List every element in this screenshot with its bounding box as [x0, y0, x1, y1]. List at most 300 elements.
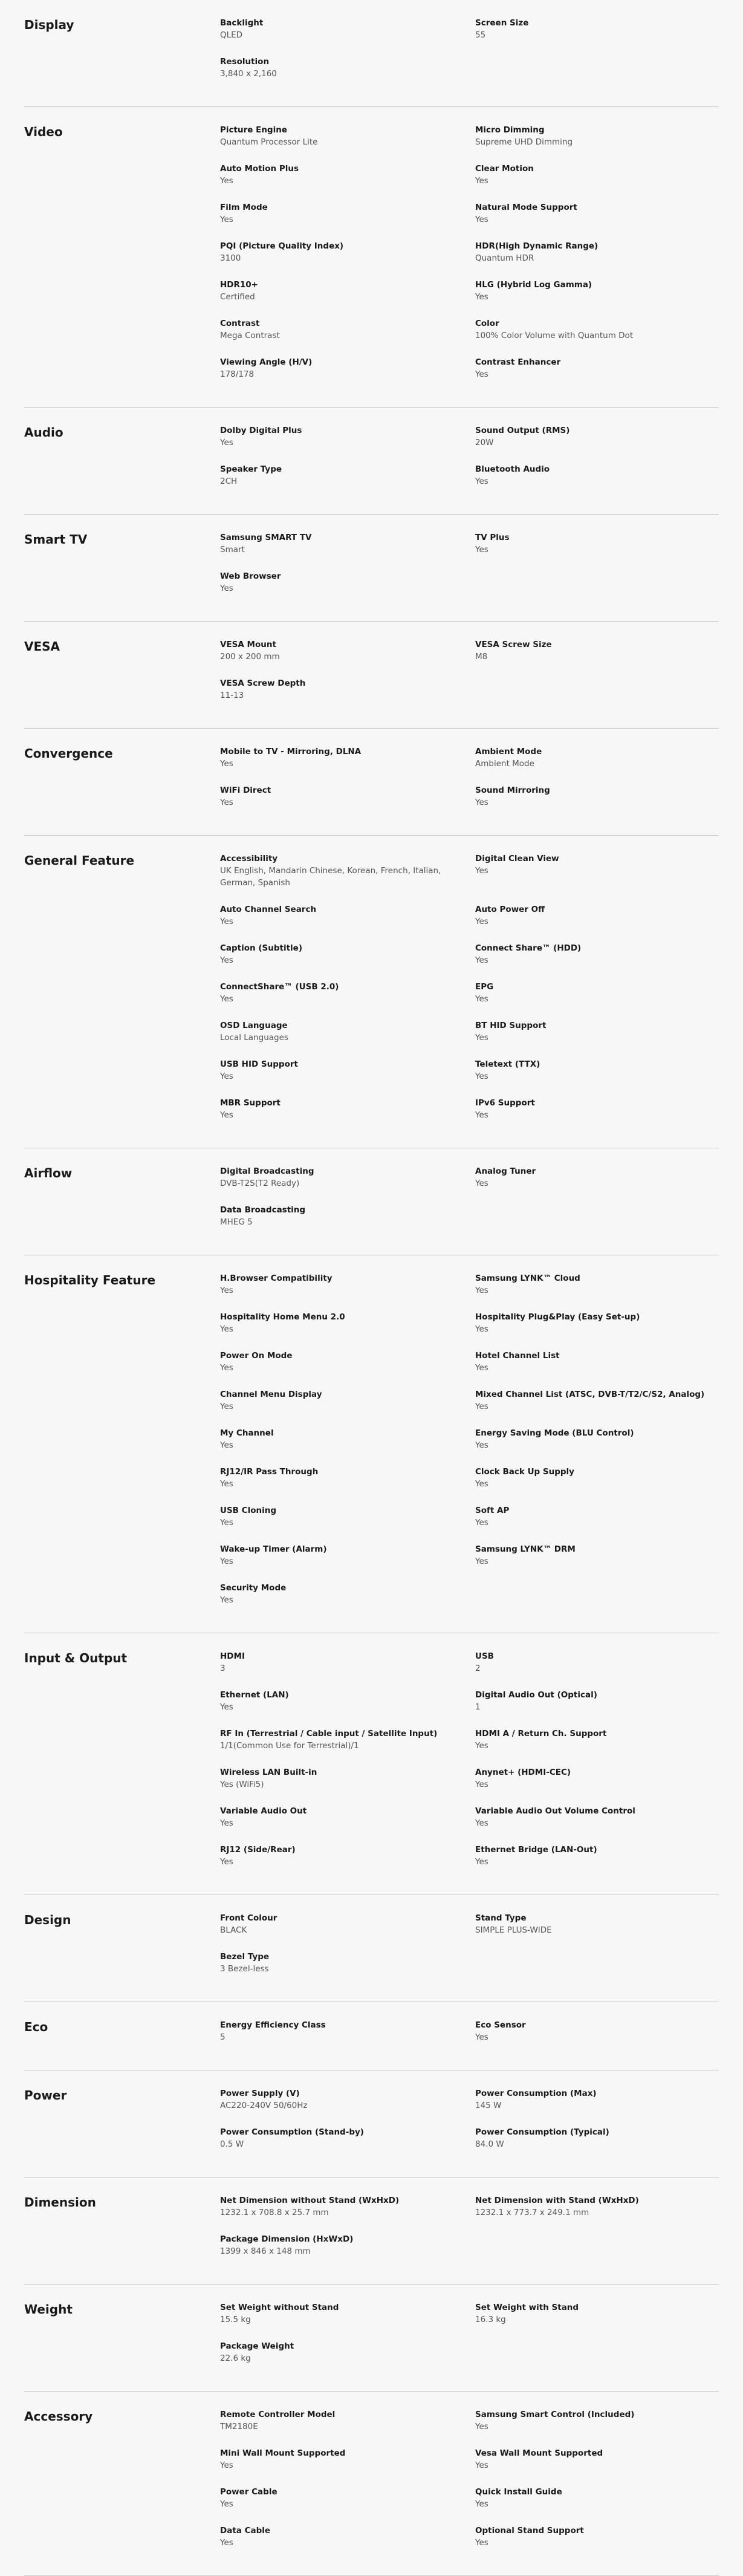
spec-label: OSD Language	[220, 1021, 288, 1030]
spec-grid	[220, 2301, 719, 2379]
spec-item	[475, 124, 719, 163]
spec-item	[220, 463, 475, 502]
spec-label: Accessibility	[220, 854, 278, 864]
spec-value: Yes	[475, 545, 488, 555]
spec-value: Yes	[475, 1072, 488, 1081]
spec-label: Anynet+ (HDMI-CEC)	[475, 1768, 571, 1777]
spec-value: Yes	[220, 1363, 233, 1373]
spec-label: Samsung LYNK™ Cloud	[475, 1273, 580, 1283]
spec-value: Yes	[475, 2422, 488, 2431]
spec-label: Variable Audio Out Volume Control	[475, 1806, 635, 1816]
spec-value: 20W	[475, 438, 494, 447]
spec-label: Samsung SMART TV	[220, 533, 312, 542]
spec-item	[475, 1844, 719, 1882]
spec-item	[475, 1504, 719, 1543]
spec-item	[220, 1272, 475, 1311]
spec-section	[24, 0, 719, 107]
spec-item	[220, 1951, 475, 1989]
spec-label: Power On Mode	[220, 1351, 293, 1361]
spec-item	[475, 163, 719, 201]
spec-value: Yes	[220, 1556, 233, 1566]
spec-item	[220, 2194, 475, 2233]
spec-label: Vesa Wall Mount Supported	[475, 2448, 603, 2458]
spec-value: Yes	[475, 1556, 488, 1566]
spec-item	[475, 784, 719, 823]
spec-label: Package Weight	[220, 2341, 294, 2351]
spec-section	[24, 729, 719, 836]
spec-grid	[220, 746, 719, 823]
spec-value: Yes	[475, 2461, 488, 2470]
spec-value: Yes	[475, 1033, 488, 1042]
spec-label: Speaker Type	[220, 464, 282, 474]
spec-item	[220, 1689, 475, 1728]
spec-label: USB Cloning	[220, 1506, 276, 1515]
spec-label: Quick Install Guide	[475, 2487, 562, 2497]
spec-label: My Channel	[220, 1428, 274, 1438]
spec-item	[475, 1650, 719, 1689]
spec-grid	[220, 532, 719, 609]
spec-value: 5	[220, 2032, 225, 2042]
spec-item	[475, 1350, 719, 1388]
spec-item	[220, 124, 475, 163]
spec-item	[475, 1466, 719, 1504]
spec-label: Dolby Digital Plus	[220, 426, 302, 435]
spec-grid	[220, 1912, 719, 1989]
spec-label: MBR Support	[220, 1098, 281, 1108]
spec-value: Yes	[475, 1818, 488, 1828]
spec-item	[220, 1097, 475, 1136]
spec-label: Set Weight without Stand	[220, 2303, 339, 2312]
spec-label: Bluetooth Audio	[475, 464, 550, 474]
spec-value: Yes	[475, 1857, 488, 1867]
section-title: Audio	[24, 425, 63, 440]
spec-label: Samsung LYNK™ DRM	[475, 1544, 576, 1554]
spec-item	[475, 2126, 719, 2165]
spec-label: HLG (Hybrid Log Gamma)	[475, 280, 592, 290]
spec-value: Yes	[475, 1286, 488, 1295]
spec-label: Contrast Enhancer	[475, 357, 561, 367]
spec-label: Data Cable	[220, 2526, 271, 2535]
spec-item	[475, 2486, 719, 2525]
spec-value: Yes	[220, 2461, 233, 2470]
spec-grid	[220, 2087, 719, 2165]
spec-item	[475, 1543, 719, 1582]
spec-value: Yes	[475, 866, 488, 876]
spec-item	[220, 1582, 475, 1621]
spec-section	[24, 1895, 719, 2002]
spec-item	[220, 2087, 475, 2126]
spec-label: Eco Sensor	[475, 2020, 526, 2030]
spec-label: Viewing Angle (H/V)	[220, 357, 313, 367]
spec-item	[220, 2486, 475, 2525]
spec-item	[220, 981, 475, 1020]
spec-label: Ambient Mode	[475, 747, 542, 756]
spec-value: 11-13	[220, 691, 244, 700]
spec-label: Package Dimension (HxWxD)	[220, 2234, 354, 2244]
spec-label: Connect Share™ (HDD)	[475, 943, 582, 953]
spec-label: Net Dimension without Stand (WxHxD)	[220, 2196, 400, 2205]
spec-label: Variable Audio Out	[220, 1806, 307, 1816]
spec-item	[220, 639, 475, 677]
spec-item	[475, 240, 719, 279]
spec-label: Mini Wall Mount Supported	[220, 2448, 346, 2458]
spec-item	[220, 784, 475, 823]
spec-grid	[220, 1165, 719, 1243]
spec-label: Samsung Smart Control (Included)	[475, 2410, 635, 2419]
spec-label: Resolution	[220, 57, 270, 67]
spec-label: Clock Back Up Supply	[475, 1467, 574, 1477]
spec-item	[475, 1165, 719, 1204]
spec-value: Yes	[220, 176, 233, 186]
spec-item	[475, 1912, 719, 1951]
section-title: Convergence	[24, 746, 113, 761]
spec-label: Color	[475, 319, 499, 328]
spec-item	[220, 1388, 475, 1427]
spec-item	[220, 2301, 475, 2340]
spec-item	[220, 56, 475, 94]
spec-label: Web Browser	[220, 571, 281, 581]
spec-label: HDMI A / Return Ch. Support	[475, 1729, 607, 1738]
spec-section	[24, 107, 719, 408]
spec-section	[24, 1255, 719, 1633]
spec-label: Hospitality Home Menu 2.0	[220, 1312, 345, 1322]
spec-value: SIMPLE PLUS-WIDE	[475, 1925, 552, 1935]
spec-item	[220, 424, 475, 463]
spec-value: 16.3 kg	[475, 2315, 506, 2324]
spec-value: Yes	[475, 1518, 488, 1527]
spec-value: 3100	[220, 253, 241, 263]
spec-label: VESA Screw Size	[475, 640, 552, 649]
spec-value: Yes	[220, 1110, 233, 1120]
spec-item	[220, 2525, 475, 2563]
spec-item	[220, 317, 475, 356]
spec-label: Digital Audio Out (Optical)	[475, 1690, 597, 1700]
spec-value: Yes	[475, 1780, 488, 1789]
spec-grid	[220, 1650, 719, 1882]
spec-value: Yes	[220, 1402, 233, 1411]
spec-value: 1	[475, 1702, 481, 1712]
spec-value: Yes	[475, 1479, 488, 1489]
spec-value: 15.5 kg	[220, 2315, 251, 2324]
section-title: Eco	[24, 2020, 48, 2034]
spec-item	[220, 1650, 475, 1689]
spec-item	[475, 2525, 719, 2563]
spec-item	[475, 981, 719, 1020]
spec-section	[24, 515, 719, 622]
spec-value: Yes	[475, 1324, 488, 1334]
section-title: Weight	[24, 2302, 73, 2317]
spec-item	[220, 163, 475, 201]
section-title: Display	[24, 18, 74, 32]
spec-item	[220, 2233, 475, 2272]
spec-value: Yes	[220, 1479, 233, 1489]
spec-label: Hospitality Plug&Play (Easy Set-up)	[475, 1312, 640, 1322]
spec-item	[220, 1427, 475, 1466]
spec-section	[24, 2285, 719, 2392]
spec-value: Yes	[220, 584, 233, 593]
spec-label: Digital Broadcasting	[220, 1166, 314, 1176]
spec-value: 100% Color Volume with Quantum Dot	[475, 331, 634, 340]
spec-item	[475, 1427, 719, 1466]
spec-label: Auto Power Off	[475, 905, 545, 914]
spec-item	[475, 942, 719, 981]
spec-label: RJ12/IR Pass Through	[220, 1467, 319, 1477]
spec-value: Yes	[475, 994, 488, 1004]
spec-item	[220, 1543, 475, 1582]
spec-item	[220, 677, 475, 716]
spec-label: VESA Mount	[220, 640, 276, 649]
spec-value: Yes	[475, 1110, 488, 1120]
spec-item	[220, 1766, 475, 1805]
spec-value: Yes	[475, 798, 488, 807]
spec-label: IPv6 Support	[475, 1098, 535, 1108]
spec-value: 1232.1 x 773.7 x 249.1 mm	[475, 2208, 589, 2217]
spec-item	[220, 1020, 475, 1058]
spec-label: Film Mode	[220, 203, 268, 212]
spec-item	[475, 1805, 719, 1844]
spec-grid	[220, 2019, 719, 2058]
spec-value: Local Languages	[220, 1033, 288, 1042]
spec-value: Yes	[475, 1363, 488, 1373]
spec-item	[220, 2408, 475, 2447]
spec-label: Wake-up Timer (Alarm)	[220, 1544, 327, 1554]
spec-label: Analog Tuner	[475, 1166, 536, 1176]
spec-value: UK English, Mandarin Chinese, Korean, French, Italian, German, Spanish	[220, 866, 441, 888]
spec-value: Certified	[220, 292, 255, 302]
spec-item	[220, 2019, 475, 2058]
spec-label: Stand Type	[475, 1913, 527, 1923]
spec-label: VESA Screw Depth	[220, 678, 306, 688]
spec-label: Bezel Type	[220, 1952, 270, 1962]
spec-item	[475, 2087, 719, 2126]
spec-item	[220, 570, 475, 609]
spec-item	[475, 2447, 719, 2486]
spec-section	[24, 2178, 719, 2285]
spec-value: Yes	[475, 1440, 488, 1450]
spec-item	[220, 746, 475, 784]
spec-value: Yes	[220, 1324, 233, 1334]
spec-label: Micro Dimming	[475, 125, 545, 135]
spec-item	[220, 1058, 475, 1097]
section-title: Design	[24, 1913, 71, 1927]
spec-label: Teletext (TTX)	[475, 1059, 540, 1069]
spec-item	[220, 1844, 475, 1882]
spec-item	[220, 532, 475, 570]
spec-value: 2	[475, 1664, 481, 1673]
spec-label: Power Consumption (Typical)	[475, 2127, 609, 2137]
section-title: Video	[24, 125, 63, 139]
spec-value: Yes	[220, 798, 233, 807]
spec-item	[220, 17, 475, 56]
spec-value: AC220-240V 50/60Hz	[220, 2101, 308, 2110]
spec-value: Yes	[475, 176, 488, 186]
spec-label: RJ12 (Side/Rear)	[220, 1845, 296, 1855]
spec-value: Yes	[475, 2538, 488, 2548]
spec-value: Yes	[220, 759, 233, 769]
spec-value: Yes	[220, 1286, 233, 1295]
spec-value: Yes	[220, 2538, 233, 2548]
spec-item	[475, 317, 719, 356]
spec-value: 200 x 200 mm	[220, 652, 280, 662]
spec-item	[475, 463, 719, 502]
spec-value: Yes	[475, 1741, 488, 1751]
spec-value: 145 W	[475, 2101, 502, 2110]
spec-value: Yes	[475, 2032, 488, 2042]
spec-value: Yes	[220, 215, 233, 224]
spec-value: 3	[220, 1664, 225, 1673]
spec-label: Mobile to TV - Mirroring, DLNA	[220, 747, 362, 756]
spec-label: HDMI	[220, 1651, 245, 1661]
section-title: Accessory	[24, 2409, 93, 2424]
spec-value: M8	[475, 652, 488, 662]
spec-section	[24, 2392, 719, 2576]
spec-value: Yes	[220, 1702, 233, 1712]
spec-label: Security Mode	[220, 1583, 287, 1593]
spec-label: Auto Motion Plus	[220, 164, 299, 174]
spec-label: Power Consumption (Stand-by)	[220, 2127, 364, 2137]
section-title: VESA	[24, 639, 60, 654]
spec-item	[220, 942, 475, 981]
section-title: General Feature	[24, 853, 135, 868]
spec-label: Sound Output (RMS)	[475, 426, 570, 435]
spec-label: HDR10+	[220, 280, 258, 290]
spec-value: Mega Contrast	[220, 331, 280, 340]
spec-value: 22.6 kg	[220, 2353, 251, 2363]
section-title: Input & Output	[24, 1651, 128, 1665]
spec-value: Supreme UHD Dimming	[475, 137, 573, 147]
spec-label: EPG	[475, 982, 494, 992]
spec-label: Contrast	[220, 319, 260, 328]
spec-item	[475, 2301, 719, 2340]
spec-item	[475, 1272, 719, 1311]
spec-item	[220, 903, 475, 942]
spec-item	[220, 1728, 475, 1766]
spec-section	[24, 2002, 719, 2070]
spec-section	[24, 408, 719, 515]
spec-value: QLED	[220, 30, 243, 40]
spec-grid	[220, 2194, 719, 2272]
spec-value: Yes	[220, 1518, 233, 1527]
spec-item	[475, 853, 719, 903]
spec-label: Soft AP	[475, 1506, 510, 1515]
spec-value: Yes	[475, 1402, 488, 1411]
spec-value: Yes (WiFi5)	[220, 1780, 264, 1789]
spec-value: Yes	[475, 917, 488, 926]
spec-value: 1/1(Common Use for Terrestrial)/1	[220, 1741, 359, 1751]
spec-item	[220, 853, 475, 903]
spec-item	[220, 1805, 475, 1844]
spec-item	[220, 1350, 475, 1388]
spec-item	[220, 2447, 475, 2486]
spec-section	[24, 1633, 719, 1895]
section-title: Dimension	[24, 2195, 96, 2210]
spec-item	[475, 1311, 719, 1350]
spec-item	[475, 532, 719, 570]
spec-value: Yes	[475, 2499, 488, 2509]
spec-item	[220, 2340, 475, 2379]
spec-label: Power Supply (V)	[220, 2089, 300, 2098]
spec-label: Remote Controller Model	[220, 2410, 336, 2419]
spec-item	[475, 746, 719, 784]
spec-value: Yes	[220, 438, 233, 447]
spec-item	[475, 1728, 719, 1766]
spec-label: Energy Efficiency Class	[220, 2020, 326, 2030]
spec-label: PQI (Picture Quality Index)	[220, 241, 344, 251]
spec-value: 1399 x 846 x 148 mm	[220, 2246, 311, 2256]
spec-label: Caption (Subtitle)	[220, 943, 303, 953]
spec-section	[24, 1148, 719, 1255]
spec-label: Set Weight with Stand	[475, 2303, 579, 2312]
spec-item	[475, 2408, 719, 2447]
spec-label: Clear Motion	[475, 164, 534, 174]
spec-item	[475, 201, 719, 240]
spec-value: 0.5 W	[220, 2139, 244, 2149]
spec-label: Hotel Channel List	[475, 1351, 560, 1361]
spec-value: 2CH	[220, 476, 238, 486]
spec-label: Digital Clean View	[475, 854, 559, 864]
spec-label: WiFi Direct	[220, 785, 271, 795]
spec-item	[475, 1388, 719, 1427]
spec-label: HDR(High Dynamic Range)	[475, 241, 599, 251]
spec-grid	[220, 639, 719, 716]
spec-label: Power Cable	[220, 2487, 277, 2497]
spec-value: 3,840 x 2,160	[220, 69, 277, 79]
spec-label: Backlight	[220, 18, 264, 28]
section-title: Airflow	[24, 1166, 73, 1180]
spec-item	[475, 1058, 719, 1097]
section-title: Power	[24, 2088, 67, 2103]
spec-value: Yes	[475, 955, 488, 965]
spec-section	[24, 2070, 719, 2178]
spec-grid	[220, 17, 719, 94]
spec-value: Yes	[475, 369, 488, 379]
spec-value: 178/178	[220, 369, 255, 379]
spec-value: Yes	[220, 1595, 233, 1605]
spec-grid	[220, 1272, 719, 1621]
spec-item	[220, 1204, 475, 1243]
spec-item	[475, 17, 719, 56]
spec-label: Net Dimension with Stand (WxHxD)	[475, 2196, 639, 2205]
spec-label: Picture Engine	[220, 125, 287, 135]
spec-item	[220, 1165, 475, 1204]
spec-item	[220, 1466, 475, 1504]
spec-value: 55	[475, 30, 486, 40]
spec-value: Yes	[220, 1857, 233, 1867]
spec-label: Front Colour	[220, 1913, 277, 1923]
spec-label: RF In (Terrestrial / Cable input / Satellite Input)	[220, 1729, 438, 1738]
spec-value: 1232.1 x 708.8 x 25.7 mm	[220, 2208, 329, 2217]
spec-item	[475, 639, 719, 677]
spec-item	[475, 356, 719, 395]
spec-label: USB	[475, 1651, 494, 1661]
spec-value: Quantum HDR	[475, 253, 534, 263]
spec-label: Sound Mirroring	[475, 785, 550, 795]
spec-item	[220, 1912, 475, 1951]
spec-item	[220, 279, 475, 317]
spec-label: Power Consumption (Max)	[475, 2089, 597, 2098]
spec-label: Ethernet (LAN)	[220, 1690, 289, 1700]
spec-grid	[220, 424, 719, 502]
spec-item	[475, 903, 719, 942]
spec-value: DVB-T2S(T2 Ready)	[220, 1179, 300, 1188]
spec-value: TM2180E	[220, 2422, 258, 2431]
spec-value: Yes	[475, 292, 488, 302]
spec-item	[475, 2019, 719, 2058]
spec-item	[475, 1766, 719, 1805]
spec-label: Mixed Channel List (ATSC, DVB-T/T2/C/S2, Analog)	[475, 1390, 705, 1399]
spec-item	[220, 356, 475, 395]
spec-value: Yes	[475, 1179, 488, 1188]
